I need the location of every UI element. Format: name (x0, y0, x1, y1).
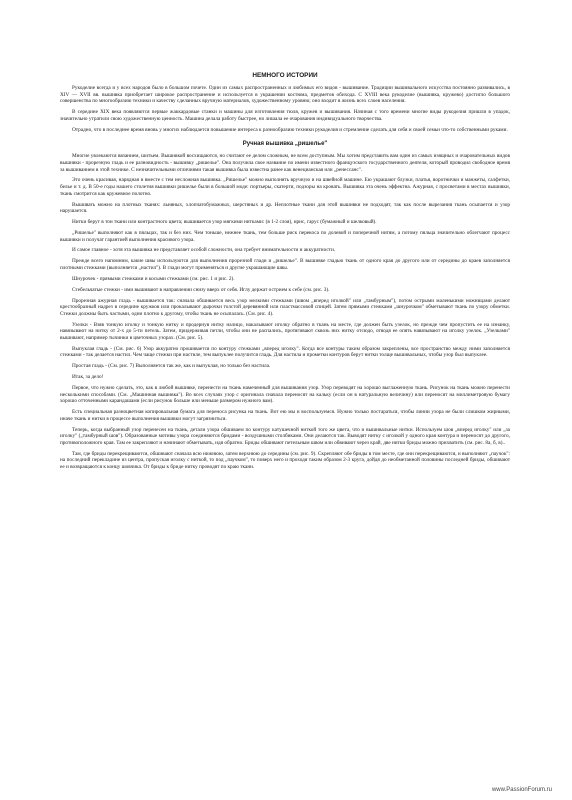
body-paragraph: Итак, за дело! (72, 374, 104, 381)
body-paragraph: Выпуклая гладь - (См. рис. 6) Узор аккуратно прошивается по контуру стежками „вперед иголку". Когда все контуры таким образом закреплены, все пространство между ними заполняется стежками - так делается настил. Чем чаще стежки при настиле, тем выпуклее получится гладь. Для настила и прометки контуров берут нитки толще вышивальных, чтобы узор был выпуклее. (60, 345, 510, 359)
body-paragraph: Первое, что нужно сделать, это, как в любой вышивке, перенести на ткань намеченный для вышивания узор. Узор переводят на хорошо выглаженную ткань. Рисунок на ткань можно перенести несколькими способами. (См. „Машинная вышивка"). Во всех случаях узор с оригинала сначала переносят на кальку (если он в натуральную величину) или переносят на миллиметровую бумагу хорошо отточенными карандашами (если рисунок больше или меньше размером нужного вам). (60, 385, 510, 405)
body-paragraph: Теперь, когда выбранный узор перенесен на ткань, детали узора обшиваем по контуру катушечной ниткой того же цвета, что и вышивальные нитки. Используем шов „вперед иголку" или „за иголку" („тамбурный шов"). Образованные мотивы узора соединяются бридами - воздушными столбиками. Они делаются так. Выводят нитку с иголкой у одного края контура и переносят до другого, противоположного края. Там ее закрепляют и начинают обметывать, идя обратно. Бриды обшивают петельным швом или обвивают через край, две нитки бриды можно прихватить (см. рис. 8а, б, в).. (60, 426, 510, 446)
body-paragraph: Нитки берут в тон ткани или контрастного цвета; вышивается узор мягкими нитками: (в 1-2 слоя), ирис, гарус (бумажный и шелковый). (72, 219, 377, 226)
history-paragraph-1: Рукоделие всегда и у всех народов было в большом почете. Один из самых распространенных и любимых его видов - вышивание. Традиции вышивального искусства постоянно развивались, в XIV — XVII вв. вышивка приобретает широкое распространение и используется в украшении костюма, предметов обихода. С XVIII века рукоделие (вышивка, кружево) достигло большого совершенства по многообразию техники и качеству сделанных вручную материалов, художественному уровню; оно входит в жизнь всех слоев населения. (60, 85, 510, 105)
body-paragraph: Шнурочек - прямыми стежками и косыми стежками (см. рис. 1 и рис. 2). (72, 275, 235, 282)
body-paragraph: „Ришелье" выполняют как в пяльцах, так и без них. Чем тоньше, нежнее ткань, тем больше риск перекоса по долевой и поперечной нитям, а потому пяльца значительно облегчают процесс вышивки и получат гарантией выполнения красивого узора. (60, 229, 510, 243)
body-paragraph: Многие увлекаются вязанием, шитьем. Вышивкой восхищаются, но считают ее делом сложным, не всем доступным. Мы хотим представить вам один из самых изящных и очаровательных видов вышивки - прорезную гладь и ее разновидность - вышивку „ришелье". Она получила свое название по имени известного французского государственного деятеля, который проводил свободное время за вышиванием в этой технике. С незначительными отличиями такая вышивка была известна ранее как венецианская или „ренессанс". (60, 153, 510, 173)
body-paragraph: Это очень красивая, нарядная и вместе с тем несложная вышивка. „Ришелье" можно выполнять вручную и на швейной машине. Ею украшают блузки, платья, воротнички и манжеты, салфетки, белье и т. д. В 50-е годы нашего столетия вышивки ришелье были в большой моде: портьеры, скатерти, подзоры на кровать. Вышивка эта очень эффектна. Ажурная, с просветами в местах вышивки, ткань смотрится как кружевное полотно. (60, 177, 510, 197)
document-page (60, 72, 510, 471)
body-paragraph: Вышивать можно на плотных тканях: льняных, хлопчатобумажных, шерстяных и др. Неплотные ткани для этой вышивки не подходят, так как после вырезания ткань осыпается и узор нарушается. (60, 201, 510, 215)
body-paragraph: Прежде всего напомним, какие швы используются для выполнения прорезной глади и „ришелье". В вышивке гладью ткань от одного края до другого или от середины до краев заполняется плотными стежками (выполняется „настил"). В глади могут применяться и другие украшающие швы. (60, 258, 510, 271)
page-title: НЕМНОГО ИСТОРИИ (252, 72, 318, 79)
history-paragraph-3: Отрадно, что в последнее время вновь у многих наблюдается повышение интереса к разнообразию техники рукоделия и стремление сделать для себя и своей семьи что-то собственными руками. (72, 126, 508, 133)
body-paragraph: Стебельчатые стежки - ими вышивают в направлении снизу вверх от себя. Иглу держат острием к себе (см. рис. 3). (72, 286, 330, 293)
watermark-url: www.PassionForum.ru (491, 787, 552, 793)
body-paragraph: Прорезная ажурная гладь - вышивается так: сначала обшивается весь узор мелкими стежками (швом „вперед иголкой" или „тамбурным"), потом острыми маленькими ножницами делают крестообразный надрез в середине кружков или прокалывают дырочки толстой деревянной или пластмассовой спицей. Затем прямыми стежками „шнурочком" обметывают ткань по узору обметки. Стежки должны быть частыми, одни плотно к другому, чтобы ткань не осыпалась. (См. рис. 4). (60, 297, 510, 317)
body-paragraph: Простая гладь - (См. рис. 7) Выполняется так же, как и выпуклая, но только без настила. (72, 363, 271, 370)
history-paragraph-2: В середине XIX века появляются первые жаккардовые станки и машины для изготовления тюля, кружев и вышивания. Начиная с того времени многие виды рукоделия пришли в упадок, значительно утратили свою художественную ценность. Машина делала работу быстрее, но лишала ее очарования индивидуального творчества. (60, 109, 510, 122)
body-paragraph: И самое главное - хотя эта вышивка не представляет особой сложности, она требует внимательности и аккуратности. (72, 247, 336, 254)
body-paragraph: Есть специальная разноцветная копировальная бумага для переноса рисунка на ткань. Вот ею мы и воспользуемся. Нужно только постараться, чтобы линии узора не были слишком жирными, иначе ткань и нитки в процессе выполнения вышивки могут загрязниться. (60, 409, 510, 422)
body-paragraph: Узелки - Взяв тонкую иголку и тонкую нитку и продернув нитку налицо, накалывают иголку обратно в ткань на месте, где должен быть узелок, но прежде чем пропустить ее на изнанку, навязывают на нитку от 2-х до 5-ти петель. Затем, придерживая петли, чтобы они не распались, протягивают сквозь них нитку отсюдо, отводя ее опять навязывают на иголку узелок. „Узелками" вышивают, например тычинки в цветочных узорах. (См. рис. 5). (60, 321, 510, 341)
section-subtitle: Ручная вышивка „ришелье" (242, 141, 328, 148)
body-paragraph: Там, где бриды перекрещиваются, обшивают сначала всю нижнюю, затем верхнюю до середины (см. рис. 9). Скрепляют обе бриды в том месте, где они перекрещиваются, и выполняют „паучок": на последний перекладине из центра, пропуская иголку с ниткой, то под „паучком", то поверх него и проходя таким образом 2-3 круга, дойдя до необметанной половины последней бриды, обшивают ее и возвращаются к концу шовчика. От бриды к бриде нитку проводят по краю ткани. (60, 450, 510, 471)
